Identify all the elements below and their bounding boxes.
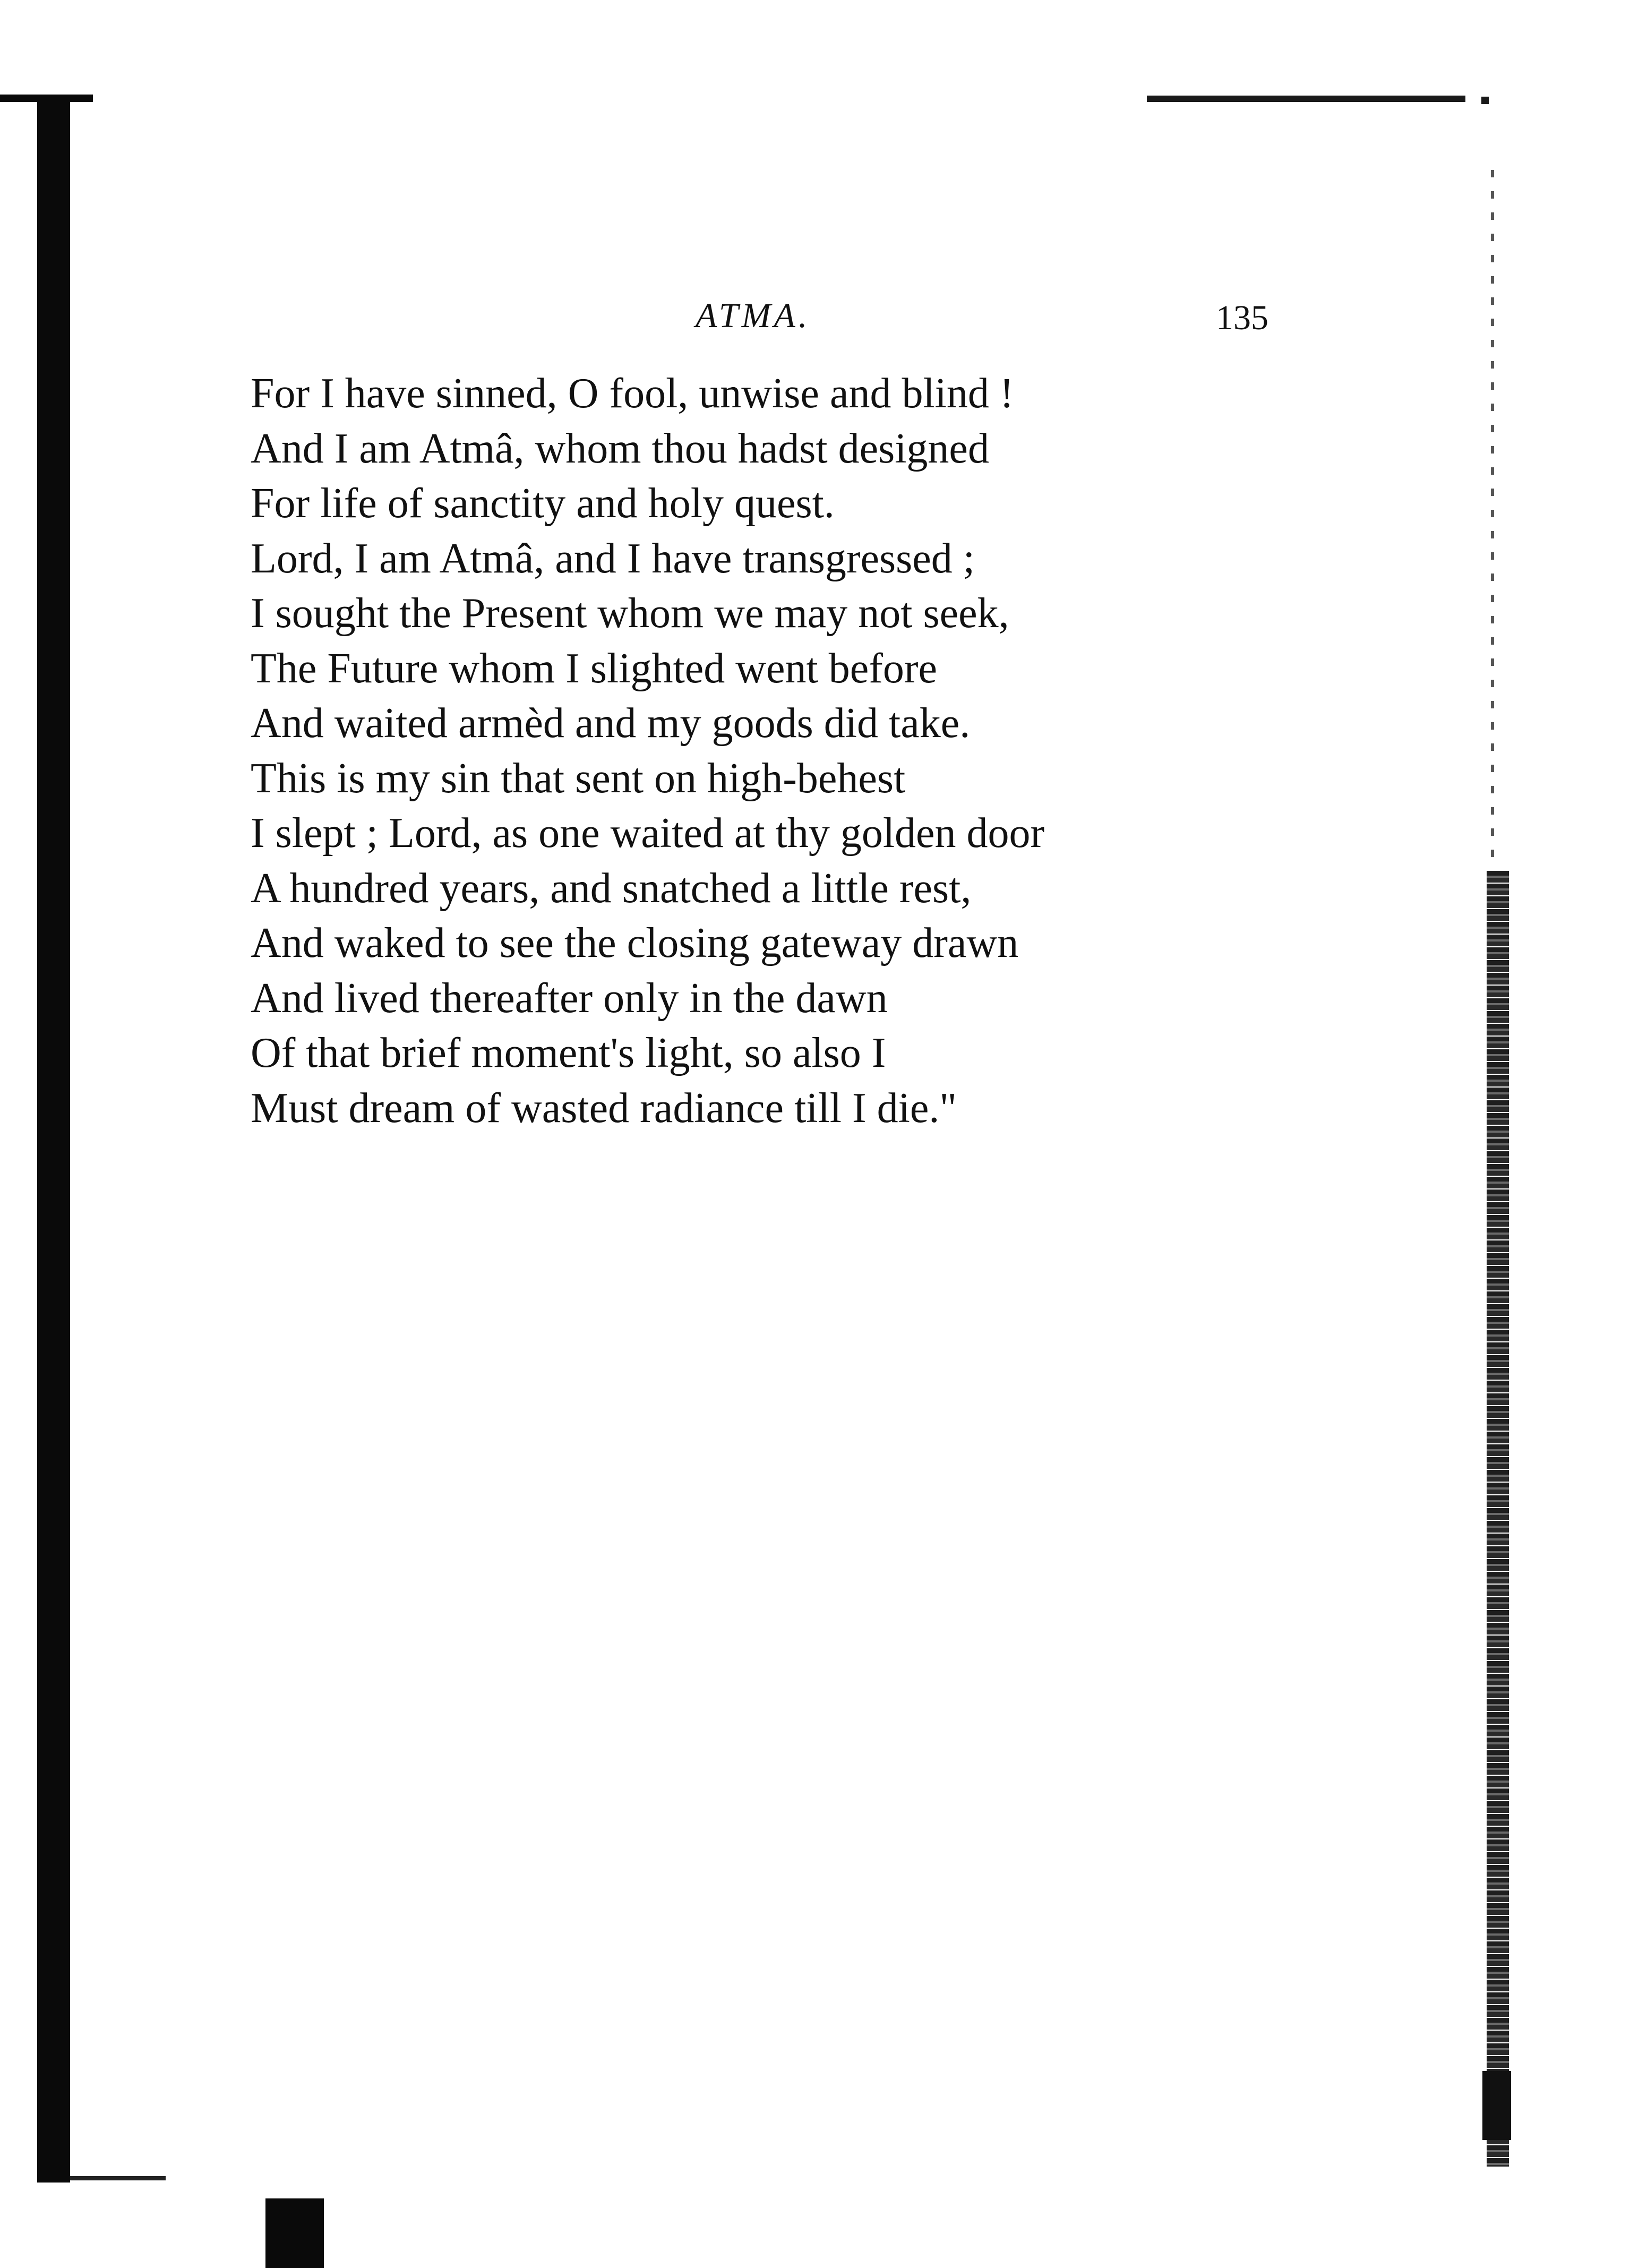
poem-line: For I have sinned, O fool, unwise and blind ! bbox=[251, 370, 1014, 417]
poem-line: The Future whom I slighted went before bbox=[251, 645, 938, 692]
poem-line: And waked to see the closing gateway drawn bbox=[251, 920, 1019, 966]
poem-line: And lived thereafter only in the dawn bbox=[251, 974, 888, 1022]
running-title: ATMA. bbox=[696, 296, 811, 335]
poem-line: I slept ; Lord, as one waited at thy golden door bbox=[251, 810, 1045, 857]
binding-edge bbox=[37, 98, 70, 2183]
page-number: 135 bbox=[1216, 298, 1268, 337]
poem-line: Of that brief moment's light, so also I bbox=[251, 1030, 886, 1076]
running-head bbox=[0, 292, 1327, 340]
poem-line: This is my sin that sent on high-behest bbox=[251, 755, 906, 802]
poem-line: I sought the Present whom we may not seek, bbox=[251, 590, 1009, 637]
poem-line: Lord, I am Atmâ, and I have transgressed ; bbox=[251, 535, 975, 582]
poem-line: Must dream of wasted radiance till I die." bbox=[251, 1084, 957, 1132]
binding-edge-bottom bbox=[70, 2176, 166, 2180]
poem-line: For life of sanctity and holy quest. bbox=[251, 480, 835, 527]
right-page-edge-upper bbox=[1491, 170, 1494, 871]
poem-line: And I am Atmâ, whom thou hadst designed bbox=[251, 425, 989, 472]
scan-artifact-block bbox=[265, 2198, 324, 2268]
top-edge-rule bbox=[1147, 96, 1465, 102]
poem-line: And waited armèd and my goods did take. bbox=[251, 700, 971, 747]
poem-text bbox=[251, 366, 1313, 1136]
top-edge-mark bbox=[1481, 97, 1489, 104]
poem-line: A hundred years, and snatched a little rest, bbox=[251, 865, 972, 912]
right-page-edge bbox=[1487, 871, 1509, 2167]
right-page-edge-bottom bbox=[1482, 2071, 1511, 2140]
